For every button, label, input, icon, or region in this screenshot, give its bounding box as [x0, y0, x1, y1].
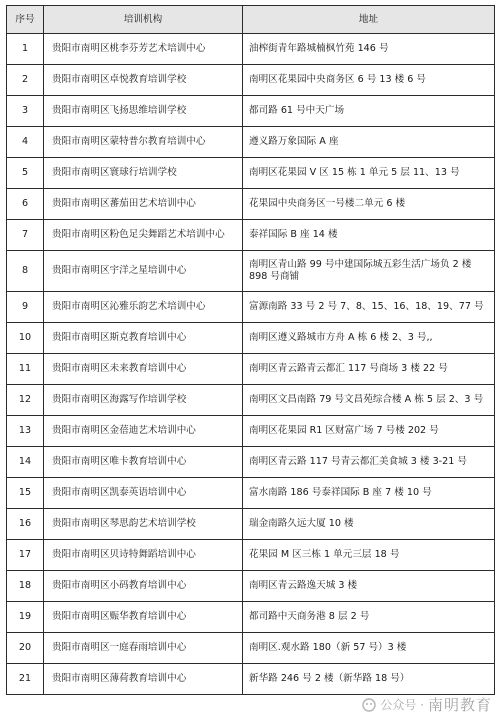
cell-institution-name: 贵阳市南明区海露写作培训学校 — [44, 385, 243, 416]
header-institution: 培训机构 — [44, 6, 243, 34]
cell-serial-number: 5 — [7, 158, 44, 189]
cell-institution-name: 贵阳市南明区金蓓迪艺术培训中心 — [44, 416, 243, 447]
cell-institution-name: 贵阳市南明区宇洋之星培训中心 — [44, 251, 243, 292]
cell-address: 南明区青云路 117 号青云都汇美食城 3 楼 3-21 号 — [243, 447, 495, 478]
table-row — [7, 447, 495, 478]
cell-address: 花果园 M 区三栋 1 单元三层 18 号 — [243, 540, 495, 571]
cell-institution-name: 贵阳市南明区凯泰英语培训中心 — [44, 478, 243, 509]
watermark-brand: 南明教育 — [427, 696, 492, 714]
cell-serial-number: 9 — [7, 292, 44, 323]
cell-serial-number: 1 — [7, 34, 44, 65]
cell-institution-name: 贵阳市南明区沁雅乐韵艺术培训中心 — [44, 292, 243, 323]
table-row — [7, 220, 495, 251]
cell-institution-name: 贵阳市南明区斯克教育培训中心 — [44, 323, 243, 354]
cell-address: 富水南路 186 号泰祥国际 B 座 7 楼 10 号 — [243, 478, 495, 509]
cell-address: 泰祥国际 B 座 14 楼 — [243, 220, 495, 251]
table-row — [7, 571, 495, 602]
cell-serial-number: 18 — [7, 571, 44, 602]
table-row — [7, 478, 495, 509]
wechat-official-account-icon — [362, 698, 376, 712]
cell-serial-number: 4 — [7, 127, 44, 158]
table-row — [7, 34, 495, 65]
cell-address: 南明区青云路青云都汇 117 号商场 3 楼 22 号 — [243, 354, 495, 385]
cell-address: 油榨街青年路城楠枫竹苑 146 号 — [243, 34, 495, 65]
cell-serial-number: 7 — [7, 220, 44, 251]
cell-address: 南明区青云路逸天城 3 楼 — [243, 571, 495, 602]
cell-address: 都司路 61 号中天广场 — [243, 96, 495, 127]
header-address: 地址 — [243, 6, 495, 34]
table-row — [7, 127, 495, 158]
cell-serial-number: 11 — [7, 354, 44, 385]
cell-address: 南明区花果园 R1 区财富广场 7 号楼 202 号 — [243, 416, 495, 447]
table-row — [7, 251, 495, 292]
cell-address: 南明区文昌南路 79 号文昌苑综合楼 A 栋 5 层 2、3 号 — [243, 385, 495, 416]
institution-list — [6, 5, 494, 695]
table-row — [7, 323, 495, 354]
cell-institution-name: 贵阳市南明区粉色足尖舞蹈艺术培训中心 — [44, 220, 243, 251]
cell-address: 南明区遵义路城市方舟 A 栋 6 楼 2、3 号,, — [243, 323, 495, 354]
cell-institution-name: 贵阳市南明区蒙特普尔教育培训中心 — [44, 127, 243, 158]
training-institutions-table — [6, 5, 495, 695]
cell-address: 遵义路万象国际 A 座 — [243, 127, 495, 158]
cell-serial-number: 10 — [7, 323, 44, 354]
cell-institution-name: 贵阳市南明区赈华教育培训中心 — [44, 602, 243, 633]
cell-address: 富源南路 33 号 2 号 7、8、15、16、18、19、77 号 — [243, 292, 495, 323]
cell-institution-name: 贵阳市南明区桃李芬芳艺术培训中心 — [44, 34, 243, 65]
cell-address: 南明区花果园中央商务区 6 号 13 楼 6 号 — [243, 65, 495, 96]
table-row — [7, 96, 495, 127]
cell-address: 南明区青山路 99 号中建国际城五彩生活广场负 2 楼 898 号商铺 — [243, 251, 495, 292]
cell-serial-number: 15 — [7, 478, 44, 509]
cell-institution-name: 贵阳市南明区琴思韵艺术培训学校 — [44, 509, 243, 540]
table-body — [7, 34, 495, 695]
table-row — [7, 664, 495, 695]
cell-institution-name: 贵阳市南明区小码教育培训中心 — [44, 571, 243, 602]
cell-serial-number: 21 — [7, 664, 44, 695]
cell-address: 花果园中央商务区一号楼二单元 6 楼 — [243, 189, 495, 220]
cell-serial-number: 17 — [7, 540, 44, 571]
table-row — [7, 65, 495, 96]
cell-institution-name: 贵阳市南明区唯卡教育培训中心 — [44, 447, 243, 478]
table-row — [7, 633, 495, 664]
cell-institution-name: 贵阳市南明区未来教育培训中心 — [44, 354, 243, 385]
cell-serial-number: 13 — [7, 416, 44, 447]
cell-serial-number: 20 — [7, 633, 44, 664]
table-row — [7, 385, 495, 416]
cell-institution-name: 贵阳市南明区寰球行培训学校 — [44, 158, 243, 189]
watermark — [362, 694, 492, 715]
table-row — [7, 354, 495, 385]
cell-address: 南明区花果园 V 区 15 栋 1 单元 5 层 11、13 号 — [243, 158, 495, 189]
cell-address: 新华路 246 号 2 楼（新华路 18 号） — [243, 664, 495, 695]
cell-serial-number: 3 — [7, 96, 44, 127]
table-row — [7, 540, 495, 571]
cell-institution-name: 贵阳市南明区一庭春雨培训中心 — [44, 633, 243, 664]
table-header-row — [7, 6, 495, 34]
cell-institution-name: 贵阳市南明区卓悦教育培训学校 — [44, 65, 243, 96]
table-row — [7, 158, 495, 189]
cell-address: 南明区.观水路 180（新 57 号）3 楼 — [243, 633, 495, 664]
table-row — [7, 189, 495, 220]
cell-address: 瑞金南路久远大厦 10 楼 — [243, 509, 495, 540]
cell-serial-number: 16 — [7, 509, 44, 540]
cell-institution-name: 贵阳市南明区飞扬思维培训学校 — [44, 96, 243, 127]
table-row — [7, 602, 495, 633]
header-serial-number: 序号 — [7, 6, 44, 34]
watermark-label: 公众号 · — [380, 698, 424, 712]
table-row — [7, 416, 495, 447]
cell-serial-number: 6 — [7, 189, 44, 220]
cell-serial-number: 12 — [7, 385, 44, 416]
cell-serial-number: 19 — [7, 602, 44, 633]
cell-serial-number: 8 — [7, 251, 44, 292]
cell-institution-name: 贵阳市南明区蕃茄田艺术培训中心 — [44, 189, 243, 220]
cell-serial-number: 2 — [7, 65, 44, 96]
cell-serial-number: 14 — [7, 447, 44, 478]
table-row — [7, 292, 495, 323]
cell-institution-name: 贵阳市南明区薄荷教育培训中心 — [44, 664, 243, 695]
cell-address: 都司路中天商务港 8 层 2 号 — [243, 602, 495, 633]
table-row — [7, 509, 495, 540]
cell-institution-name: 贵阳市南明区贝诗特舞蹈培训中心 — [44, 540, 243, 571]
